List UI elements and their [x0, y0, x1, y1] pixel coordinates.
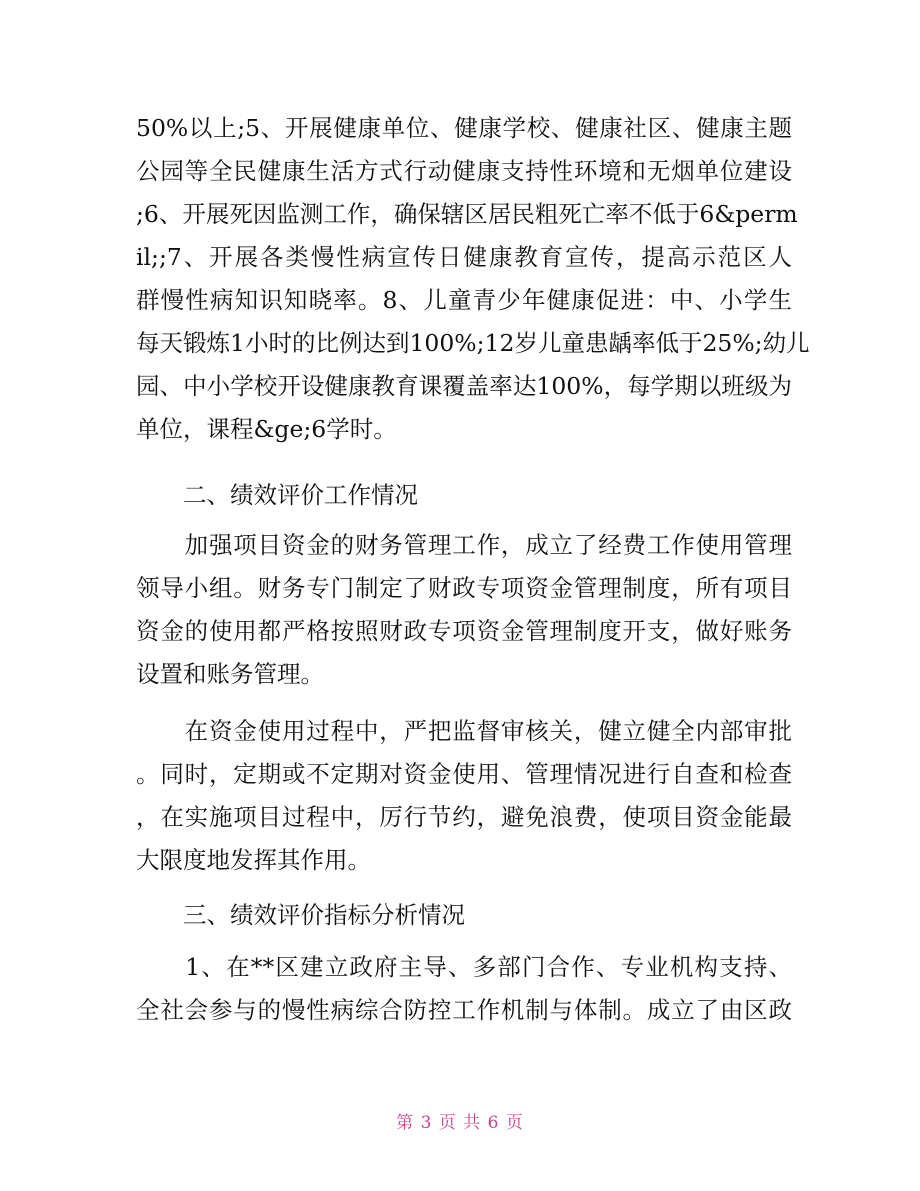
text-line: 资金的使用都严格按照财政专项资金管理制度开支，做好账务	[136, 617, 792, 645]
text-line: 公园等全民健康生活方式行动健康支持性环境和无烟单位建设	[136, 157, 792, 185]
text-line: 每天锻炼1小时的比例达到100%;12岁儿童患龋率低于25%;幼儿	[136, 329, 810, 357]
text-line: 全社会参与的慢性病综合防控工作机制与体制。成立了由区政	[136, 996, 792, 1024]
text-line: 群慢性病知识知晓率。8、儿童青少年健康促进：中、小学生	[136, 286, 792, 314]
text-line: 加强项目资金的财务管理工作，成立了经费工作使用管理	[136, 531, 792, 559]
page-number-footer: 第 3 页 共 6 页	[396, 1113, 524, 1133]
text-line: il;;7、开展各类慢性病宣传日健康教育宣传，提高示范区人	[136, 243, 792, 271]
text-line: 单位，课程&ge;6学时。	[136, 415, 397, 443]
text-line: 在资金使用过程中，严把监督审核关，健立健全内部审批	[136, 717, 792, 745]
text-line: 50%以上;5、开展健康单位、健康学校、健康社区、健康主题	[136, 114, 792, 142]
section-heading: 二、绩效评价工作情况	[136, 481, 418, 509]
text-line: 设置和账务管理。	[136, 660, 324, 688]
text-line: ，在实施项目过程中，厉行节约，避免浪费，使项目资金能最	[136, 803, 792, 831]
section-heading: 三、绩效评价指标分析情况	[136, 901, 465, 929]
text-line: 大限度地发挥其作用。	[136, 846, 371, 874]
text-line: 领导小组。财务专门制定了财政专项资金管理制度，所有项目	[136, 574, 792, 602]
text-line: 1、在**区建立政府主导、多部门合作、专业机构支持、	[136, 953, 792, 981]
text-line: ;6、开展死因监测工作，确保辖区居民粗死亡率不低于6&perm	[136, 200, 798, 228]
text-line: 。同时，定期或不定期对资金使用、管理情况进行自查和检查	[136, 760, 792, 788]
text-line: 园、中小学校开设健康教育课覆盖率达100%，每学期以班级为	[136, 372, 792, 400]
